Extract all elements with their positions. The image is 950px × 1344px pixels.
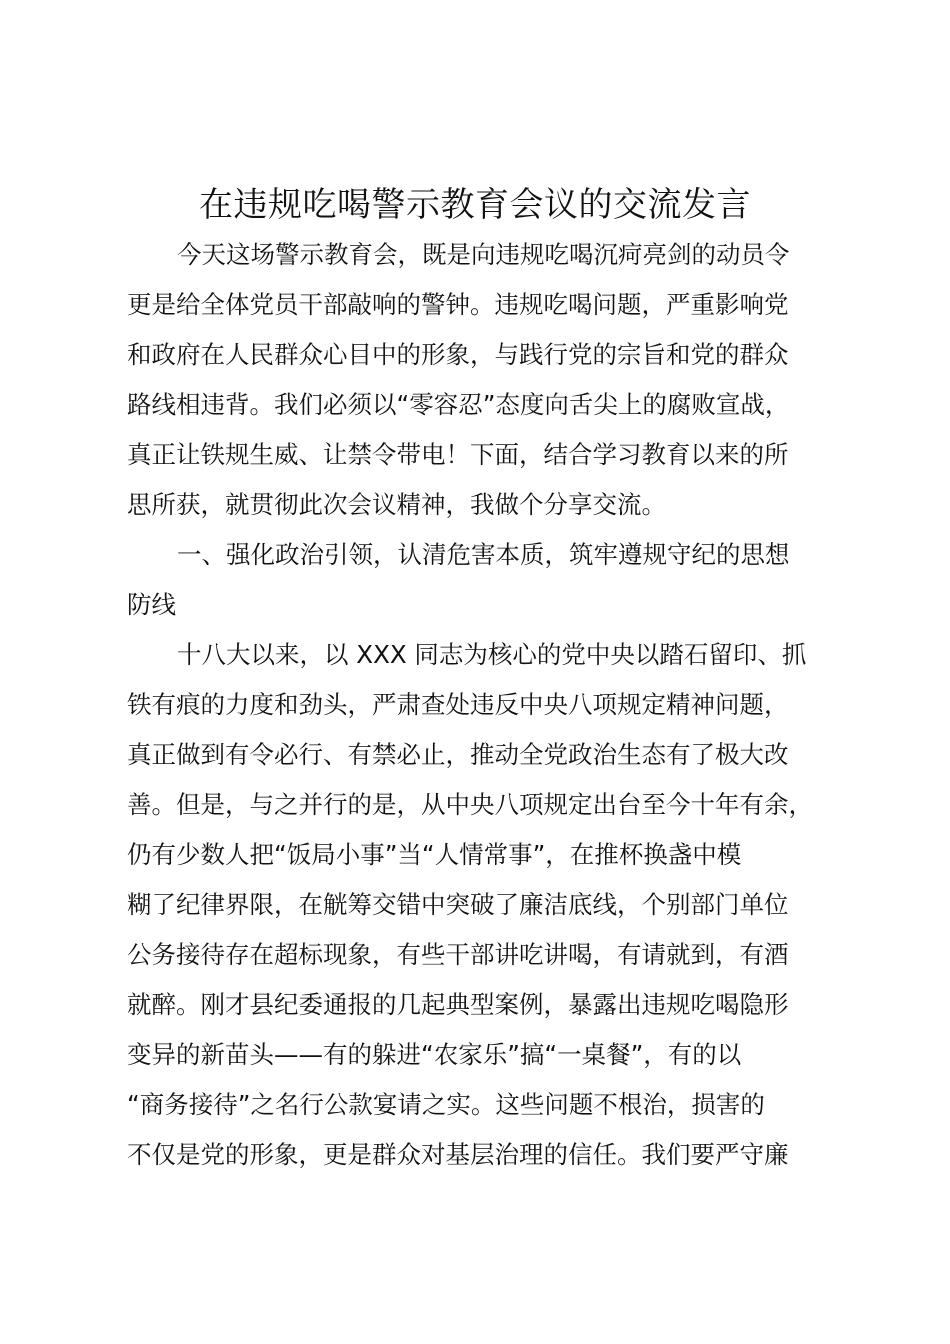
document-body bbox=[127, 230, 837, 1180]
paragraph-line: 仍有少数人把“饭局小事”当“人情常事”，在推杯换盏中模 bbox=[127, 840, 742, 869]
paragraph-line: 铁有痕的力度和劲头，严肃查处违反中央八项规定精神问题， bbox=[127, 690, 789, 719]
paragraph-line: 善。但是，与之并行的是，从中央八项规定出台至今十年有余， bbox=[127, 790, 813, 819]
document-title: 在违规吃喝警示教育会议的交流发言 bbox=[199, 185, 751, 225]
paragraph-line: 思所获，就贯彻此次会议精神，我做个分享交流。 bbox=[127, 490, 666, 519]
paragraph-line: 公务接待存在超标现象，有些干部讲吃讲喝，有请就到，有酒 bbox=[127, 940, 789, 969]
paragraph-line: 不仅是党的形象，更是群众对基层治理的信任。我们要严守廉 bbox=[127, 1140, 789, 1169]
section-heading-line: 一、强化政治引领，认清危害本质，筑牢遵规守纪的思想 bbox=[177, 540, 790, 569]
paragraph-line: 更是给全体党员干部敲响的警钟。违规吃喝问题，严重影响党 bbox=[127, 290, 789, 319]
paragraph-line: 真正让铁规生威、让禁令带电！下面，结合学习教育以来的所 bbox=[127, 440, 789, 469]
paragraph-line: 和政府在人民群众心目中的形象，与践行党的宗旨和党的群众 bbox=[127, 340, 789, 369]
paragraph-line: 今天这场警示教育会，既是向违规吃喝沉疴亮剑的动员令 bbox=[177, 240, 790, 269]
section-heading-line: 防线 bbox=[127, 590, 176, 619]
paragraph-line: 真正做到有令必行、有禁必止，推动全党政治生态有了极大改 bbox=[127, 740, 789, 769]
paragraph-line: 十八大以来，以 XXX 同志为核心的党中央以踏石留印、抓 bbox=[177, 640, 807, 669]
paragraph-line: 变异的新苗头——有的躲进“农家乐”搞“一桌餐”，有的以 bbox=[127, 1040, 742, 1069]
paragraph-line: 就醉。刚才县纪委通报的几起典型案例，暴露出违规吃喝隐形 bbox=[127, 990, 789, 1019]
paragraph-line: 路线相违背。我们必须以“零容忍”态度向舌尖上的腐败宣战， bbox=[127, 390, 790, 419]
paragraph-line: “商务接待”之名行公款宴请之实。这些问题不根治，损害的 bbox=[127, 1090, 765, 1119]
paragraph-line: 糊了纪律界限，在觥筹交错中突破了廉洁底线，个别部门单位 bbox=[127, 890, 789, 919]
